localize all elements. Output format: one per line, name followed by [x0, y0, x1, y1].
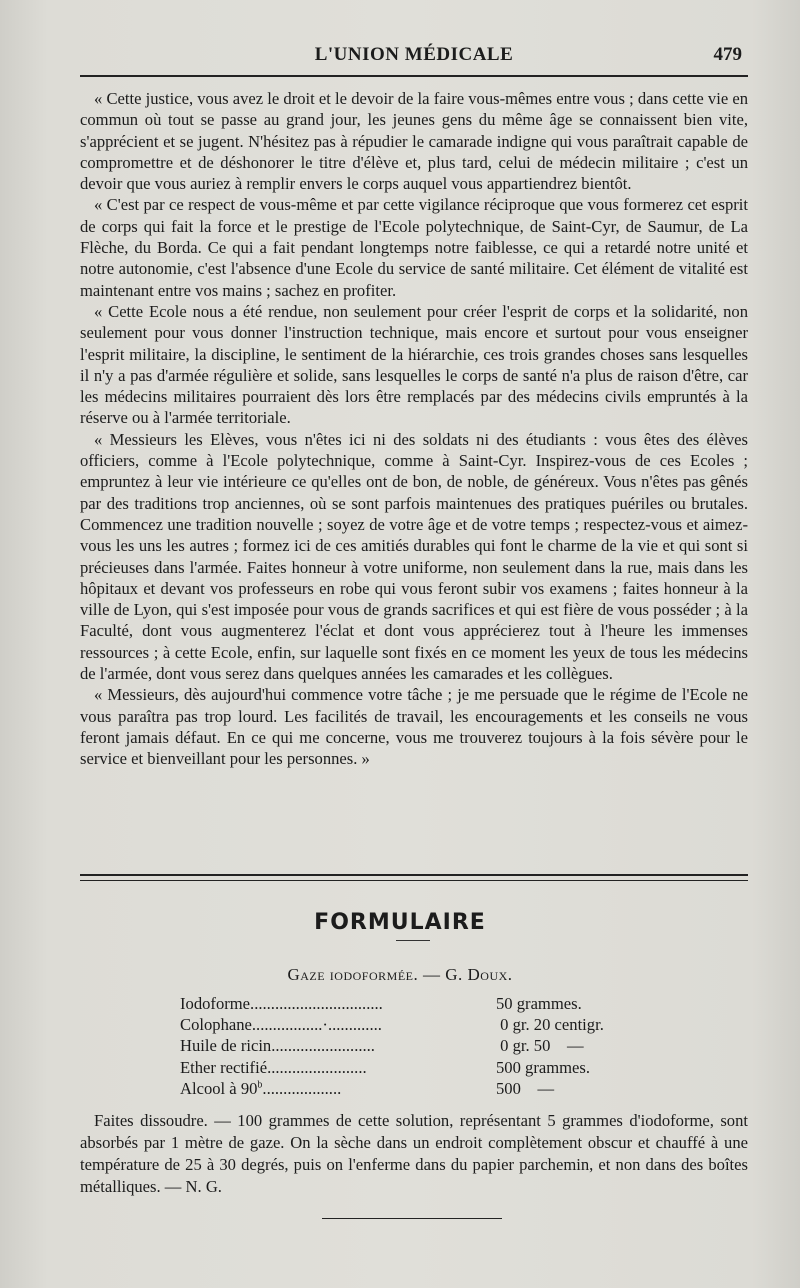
paragraph: « Messieurs, dès aujourd'hui commence votre tâche ; je me persuade que le régime de l'Ecole ne vous paraîtra pas trop lourd. Les facilités de travail, les encouragements et les conseils ne vous feront jamais défaut. En ce qui me concerne, vous me trouverez toujours à la fois sévère pour le service et bienveillant pour les personnes. »	[80, 685, 748, 769]
end-rule	[322, 1218, 502, 1219]
ingredient-name: Ether rectifié........................	[180, 1057, 367, 1077]
article-body	[80, 88, 748, 770]
ingredient-row	[180, 1079, 700, 1100]
header-rule	[80, 75, 748, 77]
ingredient-quantity: 0 gr. 50 —	[496, 1036, 584, 1056]
ingredient-list	[180, 994, 700, 1100]
ingredient-name: Colophane.................·.............	[180, 1015, 382, 1035]
ingredient-quantity: 500 grammes.	[496, 1057, 591, 1077]
ingredient-row	[180, 1036, 700, 1057]
section-divider	[80, 874, 748, 881]
ingredient-name: Huile de ricin.........................	[180, 1036, 375, 1056]
ingredient-quantity: 500 —	[496, 1078, 555, 1098]
paragraph: « Messieurs les Elèves, vous n'êtes ici ni des soldats ni des étudiants : vous êtes des élèves officiers, comme à l'Ecole polytechnique, comme à Saint-Cyr. Inspirez-vous de ces Ecoles ; empruntez à leur vie intérieure ce qu'elles ont de bon, de noble, de généreux. Vous n'êtes pas gênés par des traditions trop anciennes, où se sont parfois maintenues des pratiques puériles ou brutales. Commencez une tradition nouvelle ; soyez de votre âge et de votre temps ; respectez-vous et aimez-vous les uns les autres ; formez ici de ces amitiés durables qui font le charme de la vie et qui sont si précieuses dans l'armée. Faites honneur à votre uniforme, non seulement dans la rue, mais dans les hôpitaux et devant vos professeurs en robe qui vous feront subir vos examens ; faites honneur à la ville de Lyon, qui s'est imposée pour vous de grands sacrifices et qui est fière de vous posséder ; à la Faculté, dont vous augmenterez l'éclat et dont vous apprécierez tout à l'heure les immenses ressources ; à cette Ecole, enfin, sur laquelle sont fixés en ce moment les yeux de tous les médecins de l'armée, dont vous serez dans quelques années les camarades et les collègues.	[80, 429, 748, 684]
page-number: 479	[713, 44, 742, 65]
page-header	[80, 44, 748, 74]
ingredient-name: Iodoforme................................	[180, 994, 383, 1013]
ingredient-row	[180, 994, 700, 1015]
paragraph: « Cette Ecole nous a été rendue, non seulement pour créer l'esprit de corps et la solidarité, non seulement pour vous donner l'instruction technique, mais encore et surtout pour vous enseigner l'esprit militaire, la discipline, le sentiment de la hiérarchie, ces trois grandes choses sans lesquelles il n'y a pas d'armée régulière et solide, sans lesquelles le corps de santé n'a plus de raison d'être, car les médecins militaires pourraient dès lors être remplacés par des médecins civils empruntés à la réserve ou à l'armée territoriale.	[80, 301, 748, 428]
note-text: Faites dissoudre. — 100 grammes de cette solution, représentant 5 grammes d'iodoforme, sont absorbés par 1 mètre de gaze. On la sèche dans un endroit complètement obscur et chauffé à une température de 25 à 30 degrés, puis on l'enferme dans du papier parchemin, et non dans des boîtes métalliques. — N. G.	[80, 1111, 748, 1196]
ingredient-row	[180, 1058, 700, 1079]
paragraph: « C'est par ce respect de vous-même et par cette vigilance réciproque que vous formerez cet esprit de corps qui fait la force et le prestige de l'Ecole polytechnique, de Saint-Cyr, de Saumur, de La Flèche, du Borda. Ce qui a fait pendant longtemps notre faiblesse, ce qui a retardé notre unité et notre autonomie, c'est l'absence d'une Ecole du service de santé militaire. Cet élément de vitalité est maintenant entre vos mains ; sachez en profiter.	[80, 195, 748, 300]
paragraph: « Cette justice, vous avez le droit et le devoir de la faire vous-mêmes entre vous ; dans cette vie en commun où tout se passe au grand jour, les jeunes gens du même âge se connaissent bien vite, s'apprécient et se jugent. N'hésitez pas à répudier le camarade indigne qui vous paraîtrait capable de compromettre et de déshonorer le titre d'élève et, plus tard, celui de médecin militaire ; c'est un devoir que vous auriez à remplir envers le corps auquel vous appartiendrez bientôt.	[80, 89, 748, 194]
recipe-title: Gaze iodoformée. — G. Doux.	[287, 965, 513, 984]
ingredient-quantity: 50 grammes.	[496, 994, 582, 1013]
title-ornament	[396, 940, 430, 941]
ingredient-quantity: 0 gr. 20 centigr.	[496, 1015, 604, 1035]
journal-title: L'UNION MÉDICALE	[314, 44, 514, 65]
section-title: FORMULAIRE	[314, 910, 486, 935]
preparation-note	[80, 1110, 748, 1198]
ingredient-row	[180, 1015, 700, 1036]
ingredient-name: Alcool à 90$^b$...................	[180, 1078, 342, 1098]
